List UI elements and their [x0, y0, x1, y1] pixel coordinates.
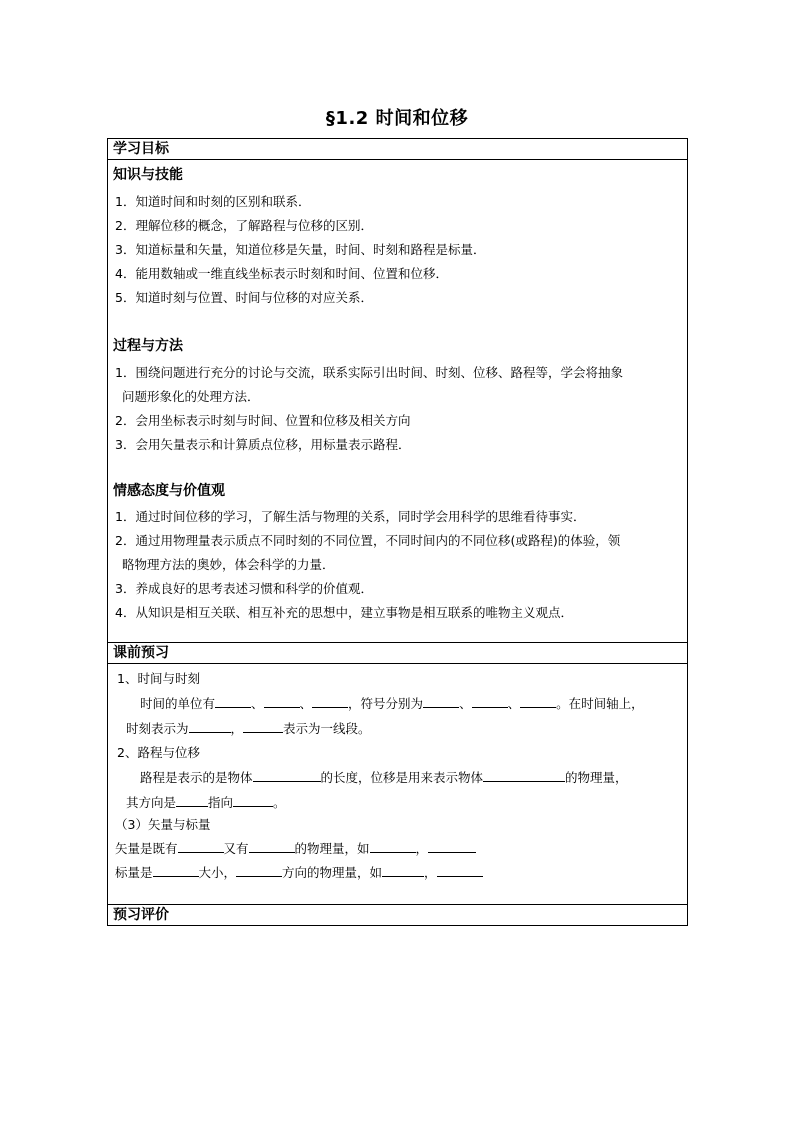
attitude-item-continued: 略物理方法的奥妙，体会科学的力量． [122, 557, 335, 572]
blank-field[interactable] [264, 694, 300, 708]
blank-field[interactable] [243, 719, 283, 733]
knowledge-item: 5．知道时刻与位置、时间与位移的对应关系． [115, 290, 373, 305]
blank-field[interactable] [178, 839, 224, 853]
attitude-item: 4．从知识是相互关联、相互补充的思想中，建立事物是相互联系的唯物主义观点． [115, 605, 573, 620]
section-header-review: 预习评价 [108, 905, 688, 926]
knowledge-item: 4．能用数轴或一维直线坐标表示时刻和时间、位置和位移． [115, 266, 448, 281]
question-2-title: 2、路程与位移 [117, 745, 200, 760]
blank-field[interactable] [176, 793, 208, 807]
section-header-preview: 课前预习 [108, 643, 688, 664]
blank-field[interactable] [153, 863, 199, 877]
blank-field[interactable] [382, 863, 424, 877]
process-heading: 过程与方法 [113, 338, 183, 354]
lesson-table [107, 138, 688, 926]
attitude-item: 3．养成良好的思考表述习惯和科学的价值观． [115, 581, 373, 596]
blank-field[interactable] [189, 719, 231, 733]
process-item: 1．围绕问题进行充分的讨论与交流，联系实际引出时间、时刻、位移、路程等，学会将抽象 [115, 365, 623, 380]
blank-field[interactable] [437, 863, 483, 877]
section-header-goals: 学习目标 [108, 139, 688, 160]
blank-field[interactable] [428, 839, 476, 853]
question-1-line-2: 时刻表示为 ， 表示为一线段。 [126, 721, 371, 736]
blank-field[interactable] [233, 793, 273, 807]
blank-field[interactable] [253, 768, 321, 782]
question-1-line-1: 时间的单位有 、 、 ，符号分别为 、 、 。在时间轴上， [140, 696, 644, 711]
preview-cell [108, 664, 688, 905]
vector-line: 矢量是既有 又有 的物理量，如 ， [115, 839, 476, 857]
blank-field[interactable] [236, 863, 282, 877]
scalar-line: 标量是 大小， 方向的物理量，如 ， [115, 863, 483, 881]
knowledge-item: 2．理解位移的概念，了解路程与位移的区别． [115, 218, 373, 233]
attitude-heading: 情感态度与价值观 [113, 483, 225, 499]
process-item-continued: 问题形象化的处理方法． [122, 389, 260, 404]
question-1-title: 1、时间与时刻 [117, 671, 200, 686]
blank-field[interactable] [215, 694, 251, 708]
question-2-line-1: 路程是表示的是物体 的长度，位移是用来表示物体 的物理量， [140, 770, 628, 785]
knowledge-heading: 知识与技能 [113, 167, 183, 183]
blank-field[interactable] [483, 768, 565, 782]
knowledge-item: 3．知道标量和矢量，知道位移是矢量，时间、时刻和路程是标量． [115, 242, 486, 257]
blank-field[interactable] [249, 839, 295, 853]
blank-field[interactable] [472, 694, 508, 708]
question-2-line-2: 其方向是 指向 。 [126, 795, 286, 810]
attitude-item: 1．通过时间位移的学习，了解生活与物理的关系，同时学会用科学的思维看待事实． [115, 509, 586, 524]
knowledge-item: 1．知道时间和时刻的区别和联系． [115, 194, 311, 209]
page-title: §1.2 时间和位移 [325, 108, 469, 129]
blank-field[interactable] [370, 839, 416, 853]
process-item: 3．会用矢量表示和计算质点位移，用标量表示路程． [115, 437, 411, 452]
blank-field[interactable] [423, 694, 459, 708]
blank-field[interactable] [520, 694, 556, 708]
question-3-title: （3）矢量与标量 [115, 817, 211, 832]
process-item: 2．会用坐标表示时刻与时间、位置和位移及相关方向 [115, 413, 411, 428]
blank-field[interactable] [312, 694, 348, 708]
attitude-item: 2．通过用物理量表示质点不同时刻的不同位置，不同时间内的不同位移(或路程)的体验，领 [115, 533, 621, 548]
goals-cell [108, 160, 688, 643]
